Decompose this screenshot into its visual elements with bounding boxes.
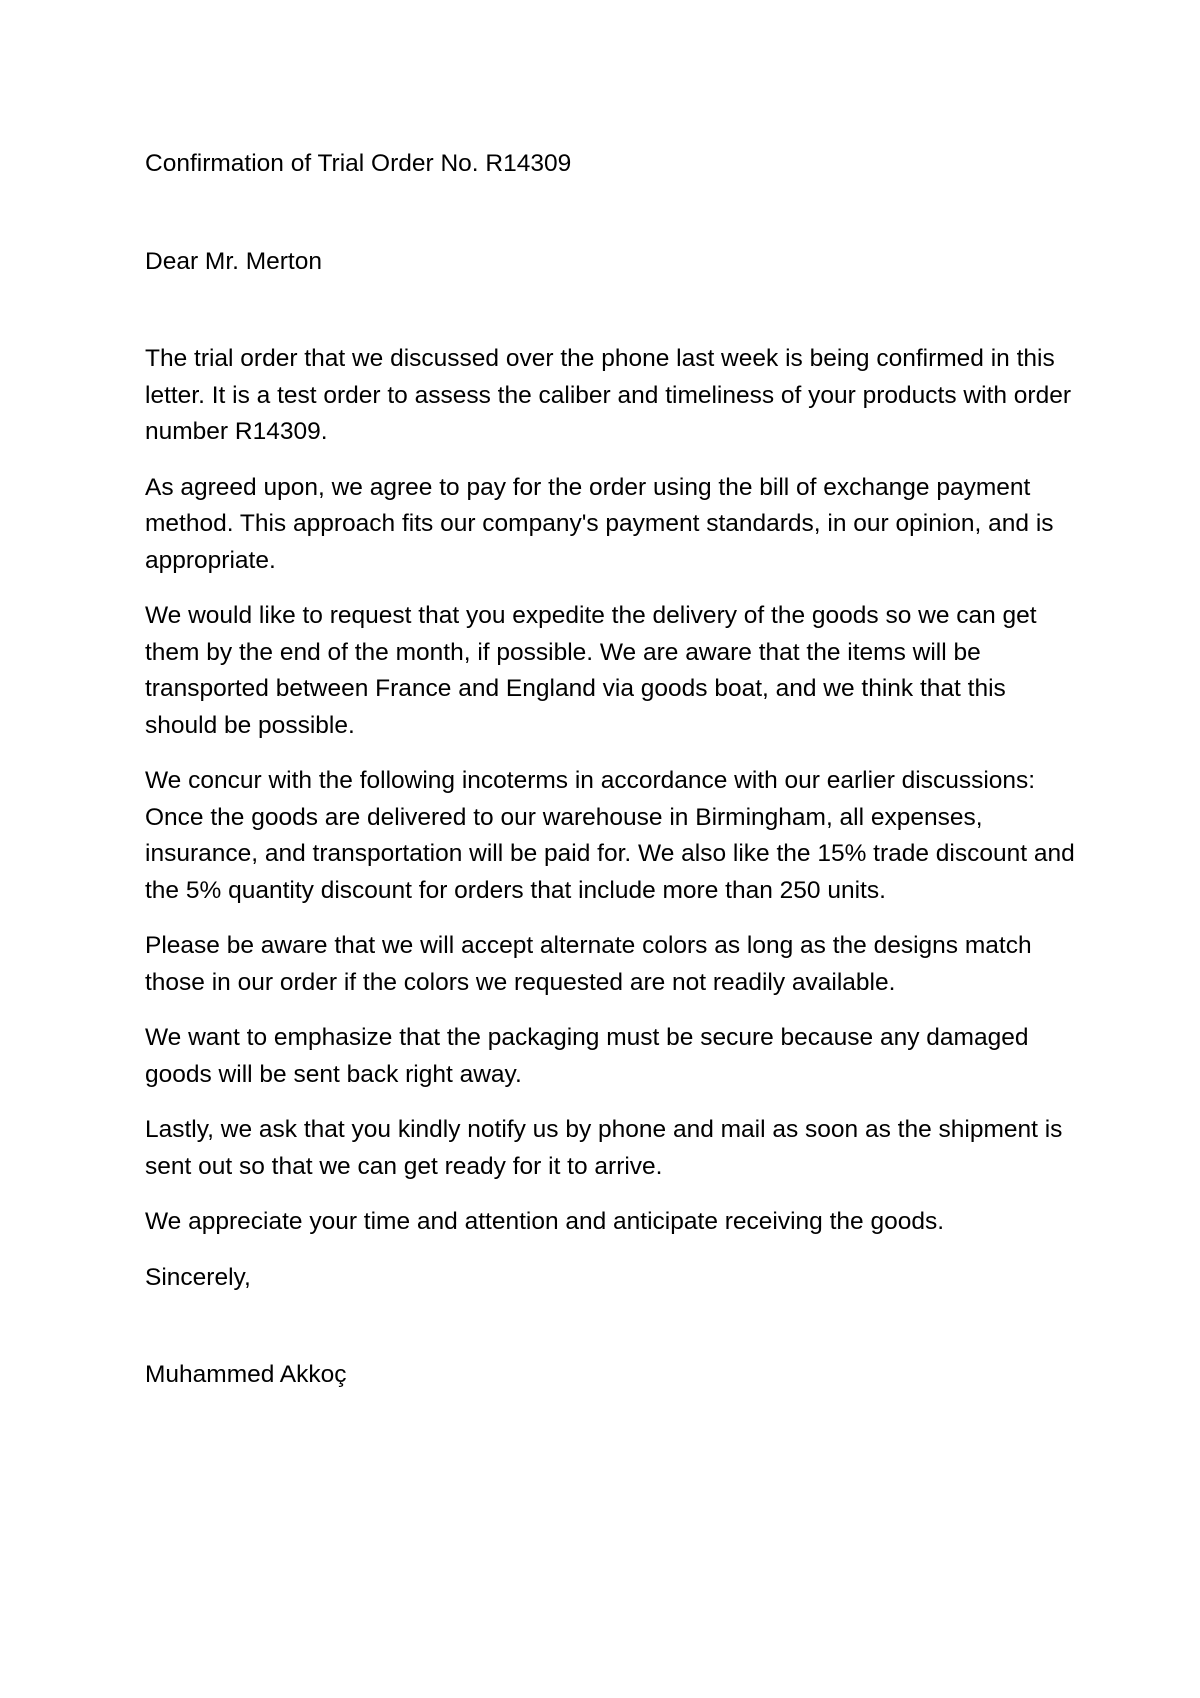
letter-paragraph-3: We would like to request that you expedite the delivery of the goods so we can get them by the end of the month, if possible. We are aware that the items will be transported between France and England via goods boat, and we think that this should be possible. bbox=[145, 602, 1037, 739]
letter-signature: Muhammed Akkoç bbox=[145, 1361, 347, 1388]
letter-paragraph-7: Lastly, we ask that you kindly notify us by phone and mail as soon as the shipment is sent out so that we can get ready for it to arrive. bbox=[145, 1116, 1063, 1180]
letter-paragraph-8: We appreciate your time and attention and anticipate receiving the goods. bbox=[145, 1208, 945, 1235]
letter-body bbox=[145, 146, 1075, 1394]
letter-paragraph-1: The trial order that we discussed over the phone last week is being confirmed in this letter. It is a test order to assess the caliber and timeliness of your products with order number R14309. bbox=[145, 345, 1071, 445]
letter-paragraph-5: Please be aware that we will accept alternate colors as long as the designs match those in our order if the colors we requested are not readily available. bbox=[145, 932, 1032, 996]
letter-salutation: Dear Mr. Merton bbox=[145, 247, 322, 275]
letter-subject: Confirmation of Trial Order No. R14309 bbox=[145, 150, 572, 177]
letter-paragraph-2: As agreed upon, we agree to pay for the order using the bill of exchange payment method. This approach fits our company's payment standards, in our opinion, and is appropriate. bbox=[145, 473, 1054, 574]
letter-paragraph-4: We concur with the following incoterms in accordance with our earlier discussions: Once the goods are delivered to our warehouse in Birmingham, all expenses, insurance, and transportation will be paid for. We also like the 15% trade discount and the 5% quantity discount for orders that include more than 250 units. bbox=[145, 767, 1075, 904]
letter-closing: Sincerely, bbox=[145, 1263, 251, 1291]
letter-paragraph-6: We want to emphasize that the packaging must be secure because any damaged goods will be sent back right away. bbox=[145, 1024, 1029, 1088]
